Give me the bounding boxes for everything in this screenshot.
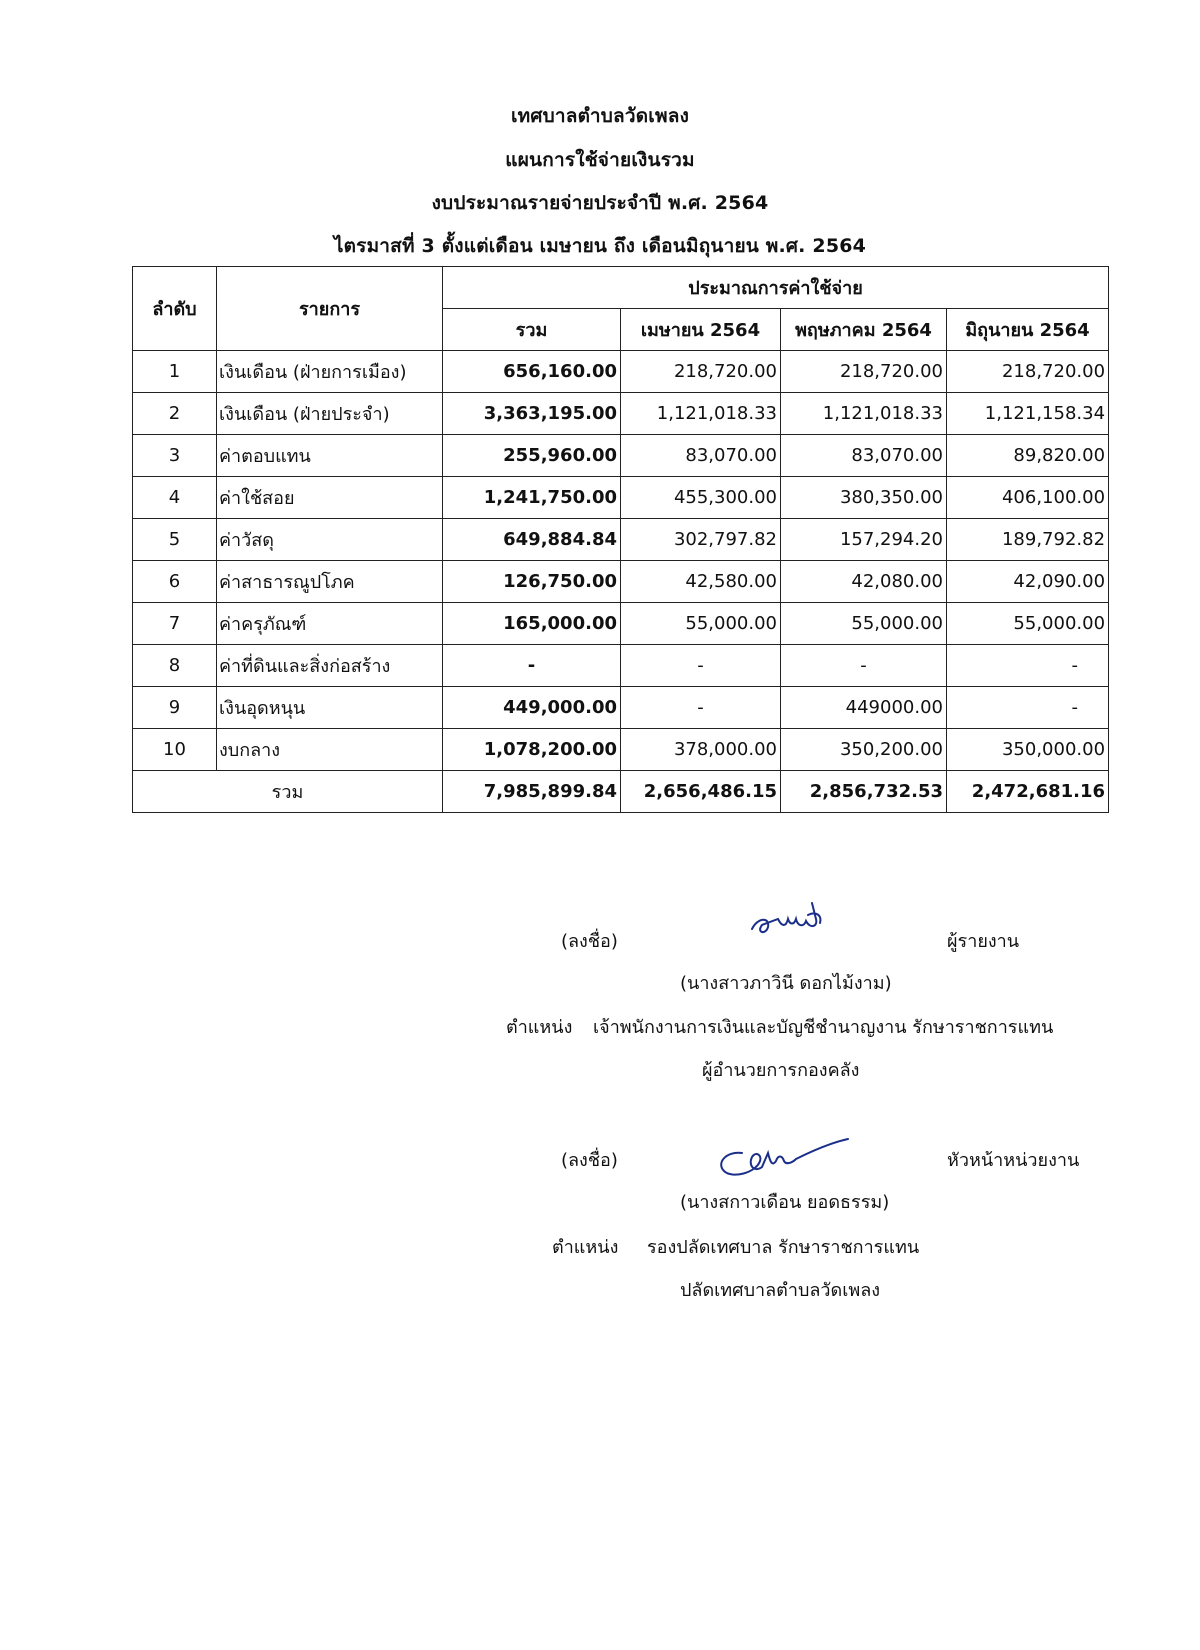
row-item: งบกลาง [217,729,443,771]
row-no: 3 [133,435,217,477]
quarter-period: ไตรมาสที่ 3 ตั้งแต่เดือน เมษายน ถึง เดือนมิถุนายน พ.ศ. 2564 [333,235,867,257]
organization-name: เทศบาลตำบลวัดเพลง [510,105,690,127]
budget-table [132,266,1109,813]
row-item: เงินอุดหนุน [217,687,443,729]
position-label: ตำแหน่ง [506,1017,573,1038]
row-may: 1,121,018.33 [781,393,947,435]
row-june: 350,000.00 [947,729,1109,771]
row-total: 1,241,750.00 [443,477,621,519]
position-title-line2: ผู้อำนวยการกองคลัง [702,1060,860,1081]
column-header-total: รวม [443,309,621,351]
table-row [133,603,1109,645]
june-total: 2,472,681.16 [947,771,1109,813]
row-item: ค่าสาธารณูปโภค [217,561,443,603]
row-april: 55,000.00 [621,603,781,645]
row-total: 3,363,195.00 [443,393,621,435]
sign-label: (ลงชื่อ) [561,931,618,952]
table-row [133,687,1109,729]
grand-total: 7,985,899.84 [443,771,621,813]
row-no: 6 [133,561,217,603]
row-june: 42,090.00 [947,561,1109,603]
row-june: 406,100.00 [947,477,1109,519]
row-item: ค่าวัสดุ [217,519,443,561]
row-june: - [947,645,1109,687]
column-header-item: รายการ [217,267,443,351]
column-header-april: เมษายน 2564 [621,309,781,351]
table-total-row [133,771,1109,813]
row-april: 378,000.00 [621,729,781,771]
row-item: เงินเดือน (ฝ่ายการเมือง) [217,351,443,393]
row-may: 218,720.00 [781,351,947,393]
row-no: 9 [133,687,217,729]
row-no: 4 [133,477,217,519]
row-no: 7 [133,603,217,645]
row-may: 42,080.00 [781,561,947,603]
column-group-header: ประมาณการค่าใช้จ่าย [443,267,1109,309]
row-may: 380,350.00 [781,477,947,519]
row-june: 89,820.00 [947,435,1109,477]
row-total: 656,160.00 [443,351,621,393]
column-header-june: มิถุนายน 2564 [947,309,1109,351]
position-title: เจ้าพนักงานการเงินและบัญชีชำนาญงาน รักษาราชการแทน [593,1017,1054,1038]
row-june: - [947,687,1109,729]
row-april: 42,580.00 [621,561,781,603]
row-total: 165,000.00 [443,603,621,645]
row-april: - [621,687,781,729]
row-total: 126,750.00 [443,561,621,603]
table-row [133,477,1109,519]
row-april: 218,720.00 [621,351,781,393]
row-no: 1 [133,351,217,393]
row-june: 189,792.82 [947,519,1109,561]
row-total: 255,960.00 [443,435,621,477]
row-may: 83,070.00 [781,435,947,477]
position-title-line2: ปลัดเทศบาลตำบลวัดเพลง [680,1280,881,1301]
row-april: 83,070.00 [621,435,781,477]
table-row [133,519,1109,561]
table-row [133,561,1109,603]
row-may: 157,294.20 [781,519,947,561]
row-item: เงินเดือน (ฝ่ายประจำ) [217,393,443,435]
row-total: 449,000.00 [443,687,621,729]
table-row [133,351,1109,393]
sign-label: (ลงชื่อ) [561,1150,618,1171]
table-row [133,729,1109,771]
row-item: ค่าที่ดินและสิ่งก่อสร้าง [217,645,443,687]
row-item: ค่าใช้สอย [217,477,443,519]
row-april: 302,797.82 [621,519,781,561]
signer-name: (นางสกาวเดือน ยอดธรรม) [680,1192,890,1213]
row-june: 218,720.00 [947,351,1109,393]
signer-name: (นางสาวภาวินี ดอกไม้งาม) [680,973,892,994]
total-label: รวม [133,771,443,813]
role-label: ผู้รายงาน [947,931,1020,952]
april-total: 2,656,486.15 [621,771,781,813]
row-april: - [621,645,781,687]
row-item: ค่าตอบแทน [217,435,443,477]
row-may: - [781,645,947,687]
table-row [133,645,1109,687]
row-total: 1,078,200.00 [443,729,621,771]
position-label: ตำแหน่ง [552,1237,619,1258]
row-may: 449000.00 [781,687,947,729]
row-total: 649,884.84 [443,519,621,561]
position-title: รองปลัดเทศบาล รักษาราชการแทน [647,1237,920,1258]
row-april: 1,121,018.33 [621,393,781,435]
column-header-no: ลำดับ [133,267,217,351]
table-row [133,435,1109,477]
row-june: 1,121,158.34 [947,393,1109,435]
role-label: หัวหน้าหน่วยงาน [947,1150,1080,1171]
table-header-row [133,267,1109,309]
row-no: 8 [133,645,217,687]
row-april: 455,300.00 [621,477,781,519]
row-may: 55,000.00 [781,603,947,645]
table-row [133,393,1109,435]
row-no: 2 [133,393,217,435]
may-total: 2,856,732.53 [781,771,947,813]
row-june: 55,000.00 [947,603,1109,645]
handwritten-signature-1 [748,897,848,942]
row-no: 10 [133,729,217,771]
budget-year: งบประมาณรายจ่ายประจำปี พ.ศ. 2564 [431,192,769,214]
row-may: 350,200.00 [781,729,947,771]
handwritten-signature-2 [712,1133,852,1183]
row-total: - [443,645,621,687]
document-title: แผนการใช้จ่ายเงินรวม [505,149,695,171]
row-item: ค่าครุภัณฑ์ [217,603,443,645]
column-header-may: พฤษภาคม 2564 [781,309,947,351]
row-no: 5 [133,519,217,561]
